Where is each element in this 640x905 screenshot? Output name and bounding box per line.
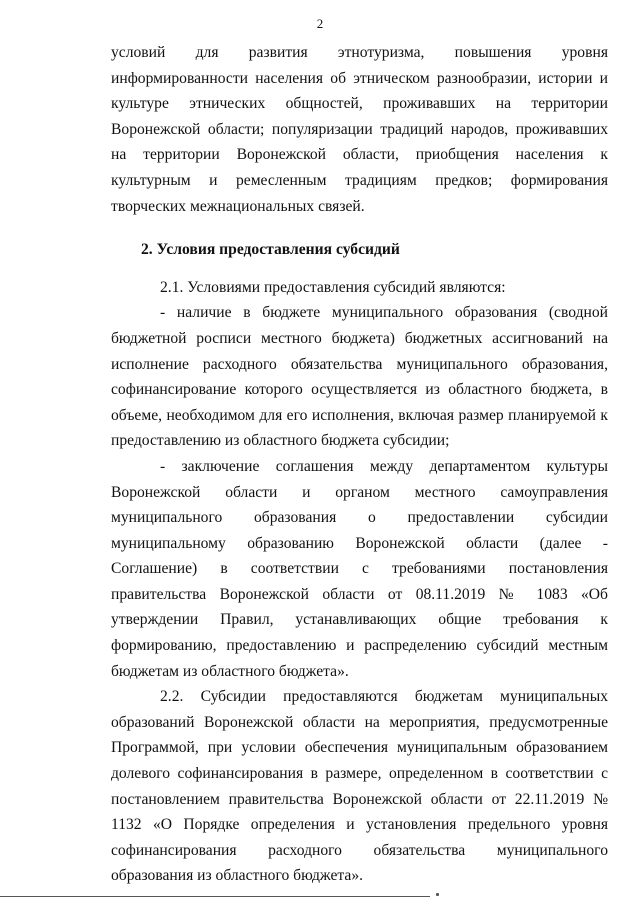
document-body [111, 40, 608, 889]
section-heading: 2. Условия предоставления субсидий [141, 241, 400, 259]
paragraph-2-2: 2.2. Субсидии предоставляются бюджетам муниципальных образований Воронежской области на мероприятия, предусмотренные Программой, при условии обеспечения муниципальным образованием долевого софинансирования в размере, определенном в соответствии с постановлением правительства Воронежской области от 22.11.2019 № 1132 «О Порядке определения и установления предельного уровня софинансирования расходного обязательства муниципального образования из областного бюджета». [111, 688, 608, 885]
list-item-budget-allocation: - наличие в бюджете муниципального образования (сводной бюджетной росписи местного бюджета) бюджетных ассигнований на исполнение расходного обязательства муниципального образования, софинансирование которого осуществляется из областного бюджета, в объеме, необходимом для его исполнения, включая размер планируемой к предоставлению из областного бюджета субсидии; [111, 304, 608, 450]
page-number: 2 [316, 16, 324, 31]
footer-rule [0, 896, 430, 897]
paragraph-2-1: 2.1. Условиями предоставления субсидий являются: [160, 278, 506, 296]
footer-mark [436, 893, 439, 896]
list-item-agreement: - заключение соглашения между департаментом культуры Воронежской области и органом местного самоуправления муниципального образования о предоставлении субсидии муниципальному образованию Воронежской области (далее - Соглашение) в соответствии с требованиями постановления правительства Воронежской области от 08.11.2019 № 1083 «Об утверждении Правил, устанавливающих общие требования к формированию, предоставлению и распределению субсидий местным бюджетам из областного бюджета». [111, 457, 608, 680]
paragraph-intro-continuation: условий для развития этнотуризма, повышения уровня информированности населения об этническом разнообразии, истории и культуре этнических общностей, проживавших на территории Воронежской области; популяризации традиций народов, проживавших на территории Воронежской области, приобщения населения к культурным и ремесленным традициям предков; формирования творческих межнациональных связей. [111, 44, 608, 215]
